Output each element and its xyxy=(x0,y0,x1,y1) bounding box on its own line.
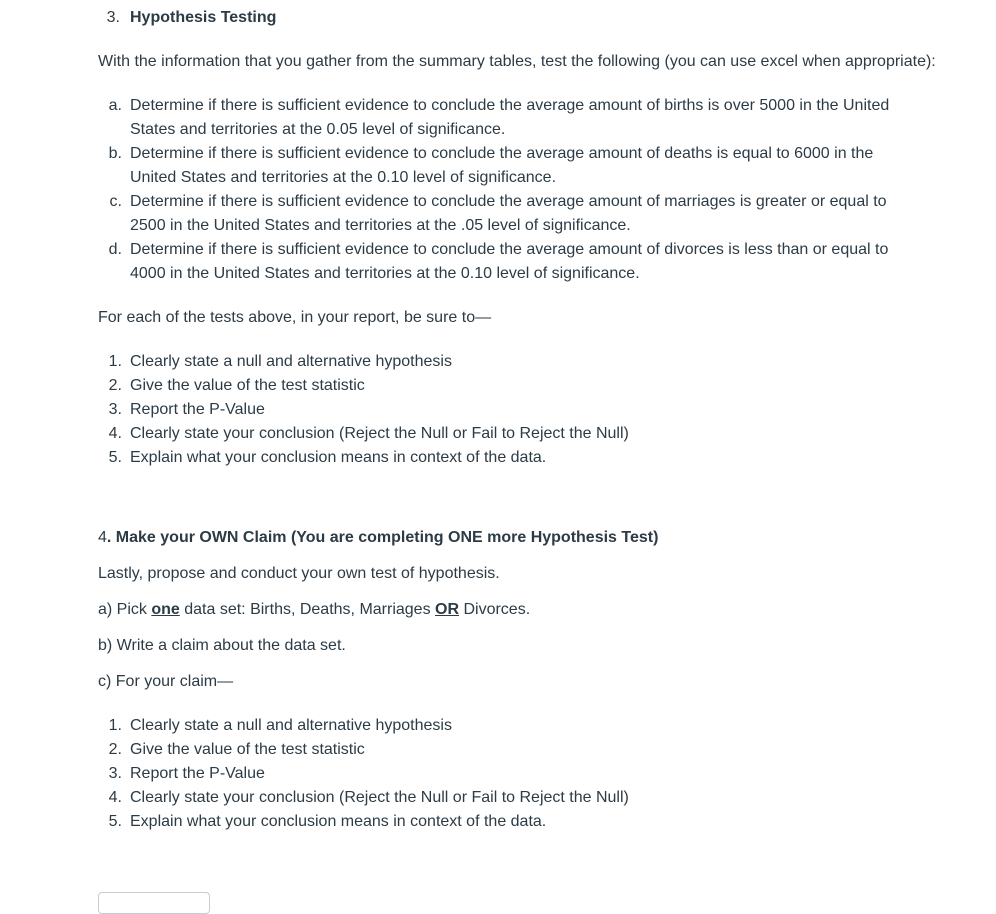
list-item-text: Determine if there is sufficient evidence to conclude the average amount of divorces is less than or equal to xyxy=(130,241,889,258)
part-a-or-emphasis: OR xyxy=(435,601,460,618)
list-marker: 1. xyxy=(108,353,122,370)
list-marker: a. xyxy=(108,97,122,114)
list-item-text: Give the value of the test statistic xyxy=(130,377,365,394)
part-a-one-emphasis: one xyxy=(151,601,180,618)
list-marker: 5. xyxy=(108,813,122,830)
list-item-text: Clearly state your conclusion (Reject the Null or Fail to Reject the Null) xyxy=(130,789,629,806)
partially-visible-button[interactable] xyxy=(98,892,210,914)
section3-intro: With the information that you gather from the summary tables, test the following (you can use excel when appropriate): xyxy=(98,53,936,70)
list-marker: 4. xyxy=(108,425,122,442)
list-marker: 1. xyxy=(108,717,122,734)
list-marker: d. xyxy=(108,241,122,258)
report-intro: For each of the tests above, in your report, be sure to— xyxy=(98,309,492,326)
section4-part-b: b) Write a claim about the data set. xyxy=(98,637,346,654)
list-marker: c. xyxy=(109,193,122,210)
list-item-text: 4000 in the United States and territories at the 0.10 level of significance. xyxy=(130,265,640,282)
list-marker: 3. xyxy=(108,765,122,782)
list-item-text: Clearly state your conclusion (Reject the Null or Fail to Reject the Null) xyxy=(130,425,629,442)
list-item-text: 2500 in the United States and territories at the .05 level of significance. xyxy=(130,217,631,234)
list-item-text: Give the value of the test statistic xyxy=(130,741,365,758)
part-a-middle: data set: Births, Deaths, Marriages xyxy=(179,601,436,618)
list-item-text: Clearly state a null and alternative hypothesis xyxy=(130,353,452,370)
list-item-text: Determine if there is sufficient evidence to conclude the average amount of births is over 5000 in the United xyxy=(130,97,890,114)
list-marker: 4. xyxy=(108,789,122,806)
list-item-text: Explain what your conclusion means in context of the data. xyxy=(130,449,547,466)
list-marker: 2. xyxy=(108,741,122,758)
section4-heading xyxy=(98,526,658,550)
list-item-text: United States and territories at the 0.10 level of significance. xyxy=(130,169,557,186)
list-item-text: Report the P-Value xyxy=(130,765,265,782)
list-item-text: Report the P-Value xyxy=(130,401,265,418)
list-item-text: Explain what your conclusion means in context of the data. xyxy=(130,813,547,830)
list-marker: 2. xyxy=(108,377,122,394)
list-marker: 3. xyxy=(108,401,122,418)
section4-title: . Make your OWN Claim (You are completing ONE more Hypothesis Test) xyxy=(106,529,659,546)
list-marker: b. xyxy=(108,145,122,162)
part-a-end: Divorces. xyxy=(459,601,531,618)
list-item-text: Determine if there is sufficient evidence to conclude the average amount of marriages is greater or equal to xyxy=(130,193,887,210)
section4-part-a xyxy=(98,598,530,622)
list-item-text: Clearly state a null and alternative hypothesis xyxy=(130,717,452,734)
section4-lastly: Lastly, propose and conduct your own test of hypothesis. xyxy=(98,565,500,582)
section3-title: Hypothesis Testing xyxy=(130,9,277,26)
list-item-text: Determine if there is sufficient evidence to conclude the average amount of deaths is equal to 6000 in the xyxy=(130,145,874,162)
list-marker: 5. xyxy=(108,449,122,466)
list-item-text: States and territories at the 0.05 level of significance. xyxy=(130,121,506,138)
part-a-prefix: a) Pick xyxy=(98,601,152,618)
section3-number: 3. xyxy=(106,9,120,26)
section4-part-c: c) For your claim— xyxy=(98,673,234,690)
section4-number: 4 xyxy=(98,529,107,546)
